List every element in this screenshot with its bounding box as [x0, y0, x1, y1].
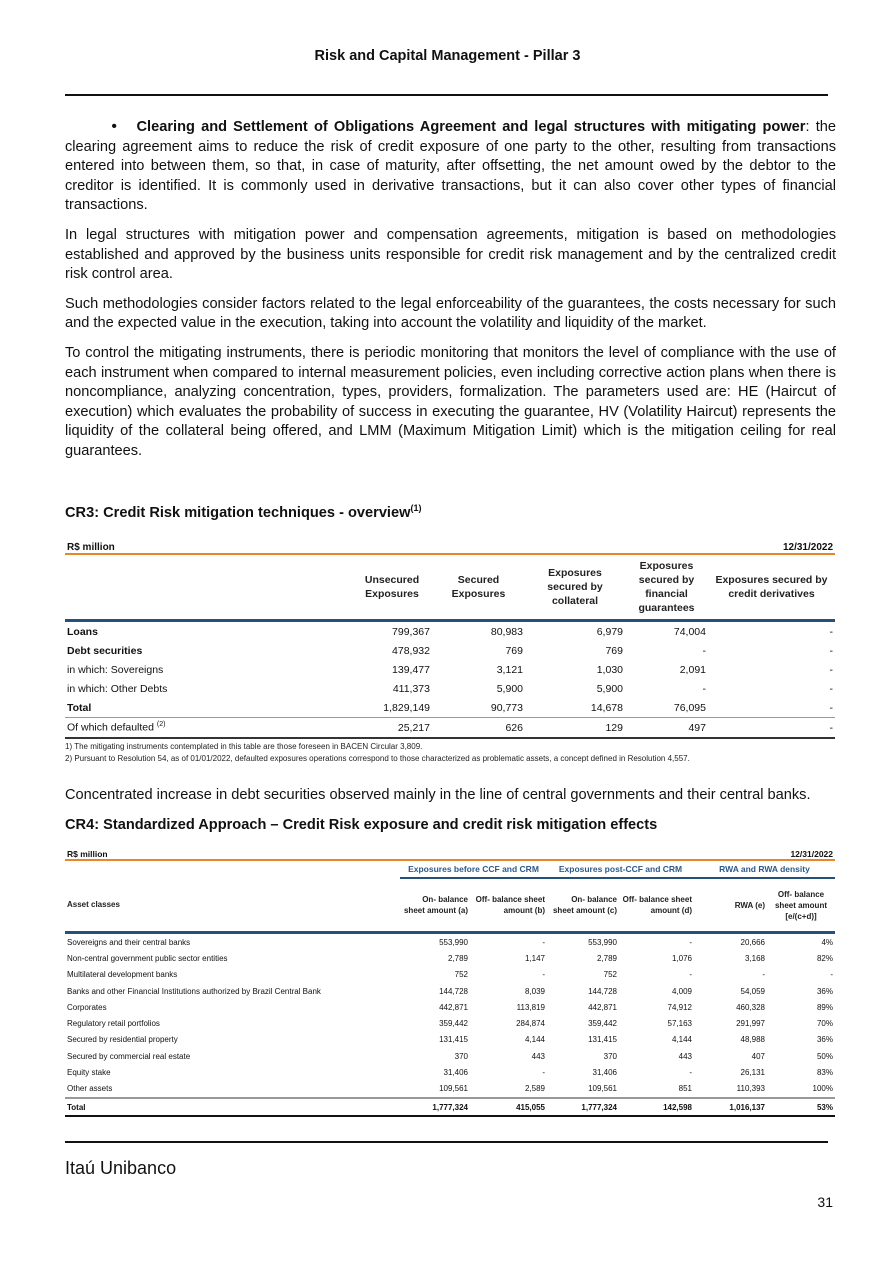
- table-cell: -: [689, 1068, 692, 1078]
- table-cell: 142,598: [619, 1098, 694, 1116]
- footnote: 1) The mitigating instruments contemplated in this table are those foreseen in BACEN Circular 3,809.: [65, 742, 423, 751]
- table-cell: 1,829,149: [352, 698, 432, 718]
- paragraph-lead: Clearing and Settlement of Obligations Agreement and legal structures with mitigating power: [136, 119, 806, 135]
- cr3-footnotes: [65, 741, 690, 765]
- table-cell: 442,871: [588, 1002, 617, 1012]
- table-cell: 129: [525, 718, 625, 739]
- table-cell: 74,004: [673, 625, 706, 638]
- row-label: Banks and other Financial Institutions authorized by Brazil Central Bank: [67, 986, 321, 996]
- row-label: Secured by residential property: [67, 1035, 178, 1045]
- cr3-title: [65, 503, 421, 521]
- cr4-group-blank: [65, 860, 400, 878]
- body-text: [65, 117, 836, 472]
- table-row: [65, 1032, 835, 1048]
- row-label-text: Debt securities: [67, 644, 143, 657]
- table-cell: 110,393: [736, 1084, 765, 1094]
- table-cell: -: [708, 718, 835, 739]
- table-cell: 26,131: [740, 1068, 765, 1078]
- row-label: Non-central government public sector entities: [67, 953, 228, 963]
- cr4-column-header: Off- balance sheet amount (d): [619, 878, 694, 933]
- table-cell: 54,059: [740, 986, 765, 996]
- cr3-date: 12/31/2022: [525, 538, 835, 554]
- table-cell: 359,442: [439, 1019, 468, 1029]
- row-label: [65, 718, 352, 739]
- table-cell: 1,016,137: [694, 1098, 767, 1116]
- bullet-icon: •: [111, 118, 117, 135]
- header-rule: [65, 94, 828, 96]
- table-cell: -: [702, 644, 706, 657]
- table-cell: 6,979: [596, 625, 623, 638]
- row-label-text: Total: [67, 701, 92, 714]
- table-cell: -: [708, 698, 835, 718]
- row-label: Secured by commercial real estate: [67, 1051, 191, 1061]
- row-label-text: Of which defaulted: [67, 721, 154, 734]
- table-cell: 553,990: [439, 937, 468, 947]
- table-cell: 14,678: [525, 698, 625, 718]
- cr4-group-rwa: RWA and RWA density: [694, 860, 835, 878]
- table-cell: 626: [432, 718, 525, 739]
- table-cell: 2,789: [447, 953, 468, 963]
- table-cell: 131,415: [439, 1035, 468, 1045]
- table-cell: 411,373: [392, 682, 430, 695]
- cr4-title: CR4: Standardized Approach – Credit Risk exposure and credit risk mitigation effects: [65, 817, 658, 833]
- table-cell: 2,789: [596, 953, 617, 963]
- table-cell: 769: [605, 644, 623, 657]
- cr4-group-post: Exposures post-CCF and CRM: [547, 860, 694, 878]
- table-cell: -: [542, 937, 545, 947]
- row-label: [65, 660, 352, 679]
- cr4-header-asset-classes: Asset classes: [65, 878, 400, 933]
- table-cell: 2,589: [524, 1084, 545, 1094]
- table-cell: 5,900: [496, 682, 523, 695]
- cr3-column-header: Exposures secured by financial guarantees: [625, 554, 708, 621]
- paragraph-monitoring: To control the mitigating instruments, there is periodic monitoring that monitors the level of compliance with the use of each instrument when compared to internal measurement policies, even including corrective action plans when there is noncompliance, analyzing concentration, types, providers, formalization. The parameters used are: HE (Haircut of execution) which evaluates the probability of success in executing the guarantee, HV (Volatility Haircut) represents the liquidity of the collateral being offered, and LMM (Maximum Mitigation Limit) which is the mitigation ceiling for real guarantees.: [65, 344, 836, 459]
- table-cell: 497: [625, 718, 708, 739]
- table-row: [65, 983, 835, 999]
- table-cell: -: [762, 970, 765, 980]
- paragraph-legal-structures: In legal structures with mitigation power and compensation agreements, mitigation is based on methodologies established and approved by the business units responsible for credit risk management and by the centralized credit risk control area.: [65, 226, 836, 283]
- row-label: [65, 621, 352, 642]
- cr3-column-header: Exposures secured by credit derivatives: [708, 554, 835, 621]
- cr4-column-header: RWA (e): [694, 878, 767, 933]
- table-row: [65, 1015, 835, 1031]
- footnote: 2) Pursuant to Resolution 54, as of 01/01/2022, defaulted exposures operations correspond to those characterized as problematic assets, a concept defined in Resolution 4,557.: [65, 754, 690, 763]
- table-row: [65, 967, 835, 983]
- table-cell: 4%: [821, 937, 833, 947]
- table-cell: 89%: [816, 1002, 833, 1012]
- paragraph-concentrated: Concentrated increase in debt securities observed mainly in the line of central governments and their central banks.: [65, 787, 811, 803]
- cr3-title-sup: (1): [410, 503, 422, 513]
- table-cell: -: [702, 682, 706, 695]
- cr4-column-header: Off- balance sheet amount [e/(c+d)]: [767, 878, 835, 933]
- table-cell: 83%: [816, 1068, 833, 1078]
- cr3-header-blank: [65, 554, 352, 621]
- table-cell: 443: [531, 1051, 545, 1061]
- row-label: Equity stake: [67, 1068, 111, 1078]
- table-cell: 5,900: [596, 682, 623, 695]
- table-row: [65, 1081, 835, 1098]
- table-cell: 109,561: [439, 1084, 468, 1094]
- table-cell: -: [829, 663, 834, 676]
- table-cell: 291,997: [736, 1019, 765, 1029]
- table-cell: -: [542, 1068, 545, 1078]
- table-cell: 36%: [816, 1035, 833, 1045]
- cr4-column-header: Off- balance sheet amount (b): [470, 878, 547, 933]
- table-row: [65, 718, 835, 739]
- table-cell: 48,988: [740, 1035, 765, 1045]
- table-cell: 70%: [816, 1019, 833, 1029]
- table-cell: 76,095: [625, 698, 708, 718]
- page-header-title: Risk and Capital Management - Pillar 3: [314, 48, 581, 64]
- table-row: [65, 950, 835, 966]
- table-cell: -: [689, 937, 692, 947]
- table-cell: 2,091: [679, 663, 706, 676]
- table-row: [65, 698, 835, 718]
- row-label: Other assets: [67, 1084, 113, 1094]
- table-cell: 4,144: [524, 1035, 545, 1045]
- row-label: Corporates: [67, 1002, 107, 1012]
- table-cell: 3,168: [744, 953, 765, 963]
- row-label-text: in which: Sovereigns: [67, 663, 164, 676]
- table-cell: 4,009: [671, 986, 692, 996]
- table-cell: 851: [678, 1084, 692, 1094]
- table-cell: 799,367: [392, 625, 430, 638]
- table-cell: 407: [751, 1051, 765, 1061]
- table-cell: -: [829, 682, 834, 695]
- cr4-unit: R$ million: [65, 847, 619, 860]
- table-cell: 460,328: [736, 1002, 765, 1012]
- table-cell: -: [829, 625, 834, 638]
- table-cell: 131,415: [588, 1035, 617, 1045]
- row-label: [65, 698, 352, 718]
- table-row: [65, 660, 835, 679]
- table-cell: 553,990: [588, 937, 617, 947]
- table-cell: 139,477: [392, 663, 430, 676]
- paragraph-text: : the clearing agreement aims to reduce the risk of credit exposure of one party to the other, resulting from transactions entered into between them, so that, in case of maturity, after offsetting, the net amount owed by the debtor to the creditor is identified. It is commonly used in derivative transactions, but it can also cover other types of financial transactions.: [65, 119, 836, 214]
- cr4-column-header: On- balance sheet amount (c): [547, 878, 619, 933]
- table-cell: 1,030: [596, 663, 623, 676]
- table-row: [65, 641, 835, 660]
- row-label-sup: (2): [156, 721, 166, 729]
- table-cell: 57,163: [667, 1019, 692, 1029]
- table-cell: 90,773: [432, 698, 525, 718]
- table-cell: 50%: [816, 1051, 833, 1061]
- table-cell: 100%: [812, 1084, 833, 1094]
- cr3-column-header: Secured Exposures: [432, 554, 525, 621]
- table-cell: 1,076: [671, 953, 692, 963]
- table-cell: 80,983: [490, 625, 523, 638]
- table-cell: 113,819: [516, 1002, 545, 1012]
- table-cell: 25,217: [352, 718, 432, 739]
- table-cell: 82%: [816, 953, 833, 963]
- cr3-unit: R$ million: [65, 538, 525, 554]
- cr3-column-header: Exposures secured by collateral: [525, 554, 625, 621]
- paragraph-methodologies: Such methodologies consider factors related to the legal enforceability of the guarantees, the costs necessary for such and the expected value in the execution, taking into account the volatility and liquidity of the market.: [65, 295, 836, 332]
- table-cell: 8,039: [524, 986, 545, 996]
- table-row: [65, 1064, 835, 1080]
- table-total-row: [65, 1098, 835, 1116]
- table-cell: 752: [454, 970, 468, 980]
- table-cell: 20,666: [740, 937, 765, 947]
- table-row: [65, 679, 835, 698]
- row-label-text: Loans: [67, 625, 98, 638]
- table-cell: 36%: [816, 986, 833, 996]
- row-label-text: in which: Other Debts: [67, 682, 168, 695]
- row-label: Multilateral development banks: [67, 970, 178, 980]
- table-cell: 478,932: [392, 644, 430, 657]
- table-cell: 443: [678, 1051, 692, 1061]
- row-label: Regulatory retail portfolios: [67, 1019, 160, 1029]
- table-cell: 53%: [767, 1098, 835, 1116]
- table-row: [65, 933, 835, 951]
- table-row: [65, 621, 835, 642]
- row-label: [65, 641, 352, 660]
- cr3-title-text: CR3: Credit Risk mitigation techniques - overview: [65, 504, 411, 521]
- table-cell: -: [829, 644, 834, 657]
- table-cell: 3,121: [496, 663, 523, 676]
- table-cell: 370: [454, 1051, 468, 1061]
- table-cell: -: [542, 970, 545, 980]
- table-cell: 415,055: [470, 1098, 547, 1116]
- table-cell: 4,144: [671, 1035, 692, 1045]
- table-cell: -: [830, 970, 833, 980]
- table-cell: 1,147: [524, 953, 545, 963]
- cr3-column-header: Unsecured Exposures: [352, 554, 432, 621]
- table-cell: -: [689, 970, 692, 980]
- table-row: [65, 1048, 835, 1064]
- table-cell: 284,874: [516, 1019, 545, 1029]
- table-cell: 442,871: [439, 1002, 468, 1012]
- row-label: Sovereigns and their central banks: [67, 937, 191, 947]
- page-number: 31: [817, 1194, 833, 1210]
- table-cell: 370: [603, 1051, 617, 1061]
- table-cell: 1,777,324: [400, 1098, 470, 1116]
- cr4-column-header: On- balance sheet amount (a): [400, 878, 470, 933]
- table-cell: 31,406: [443, 1068, 468, 1078]
- table-cell: 359,442: [588, 1019, 617, 1029]
- table-cell: 31,406: [592, 1068, 617, 1078]
- table-cell: 109,561: [588, 1084, 617, 1094]
- footer-rule: [65, 1141, 828, 1143]
- footer-brand: Itaú Unibanco: [65, 1158, 177, 1178]
- paragraph-clearing: [65, 117, 836, 216]
- cr4-date: 12/31/2022: [619, 847, 835, 860]
- cr4-table: [65, 847, 835, 1117]
- table-cell: 752: [603, 970, 617, 980]
- cr4-group-before: Exposures before CCF and CRM: [400, 860, 547, 878]
- table-cell: 74,912: [667, 1002, 692, 1012]
- table-cell: 144,728: [439, 986, 468, 996]
- table-row: [65, 999, 835, 1015]
- cr3-table: [65, 538, 835, 739]
- table-cell: 769: [505, 644, 523, 657]
- table-cell: 144,728: [588, 986, 617, 996]
- table-cell: 1,777,324: [547, 1098, 619, 1116]
- row-label: [65, 679, 352, 698]
- row-label: Total: [65, 1098, 400, 1116]
